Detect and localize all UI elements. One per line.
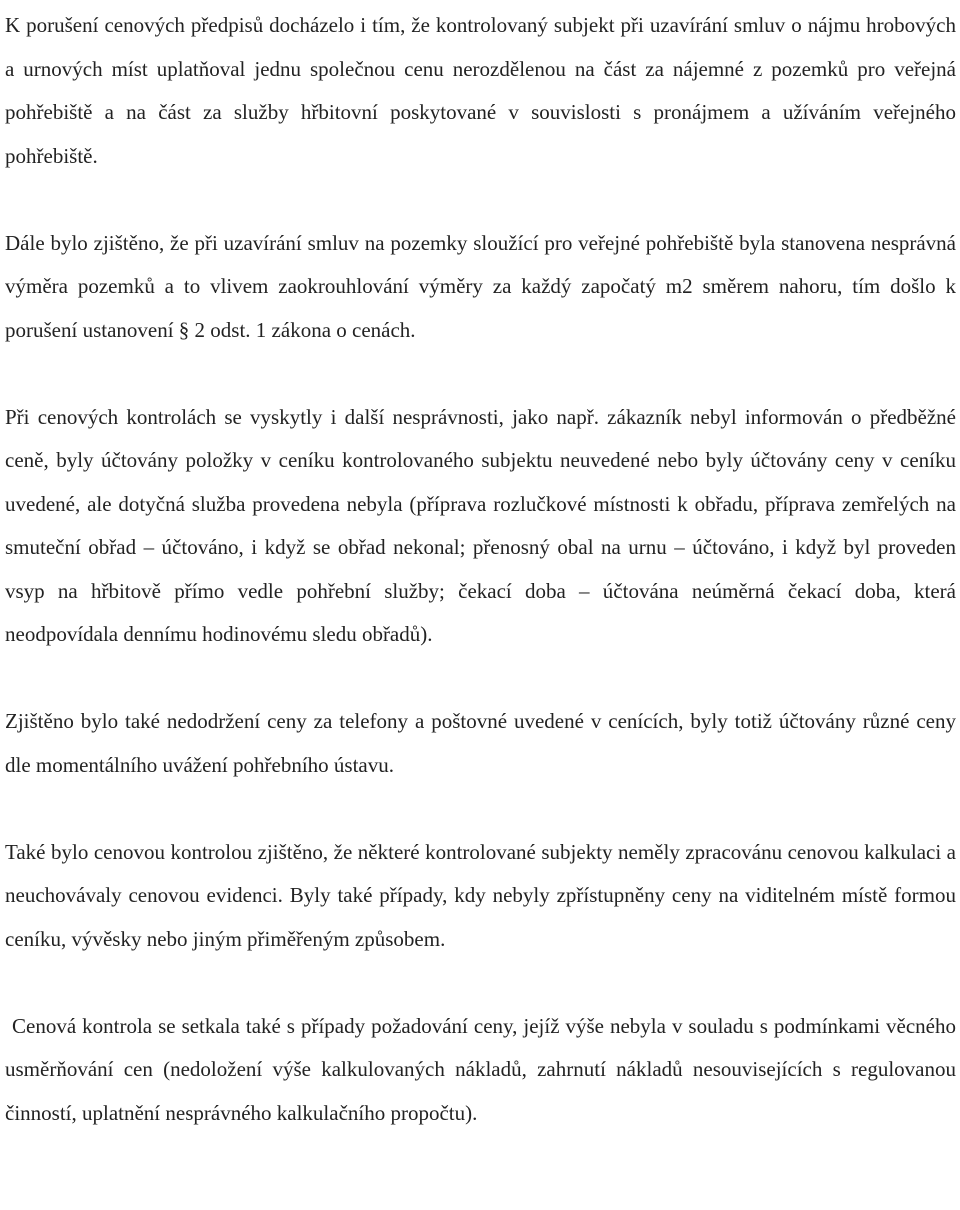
paragraph-calculation: Také bylo cenovou kontrolou zjištěno, že některé kontrolované subjekty neměly zpracovánu cenovou kalkulaci a neuchovávaly cenovou evidenci. Byly také případy, kdy nebyly zpřístupněny ceny na viditelném místě formou ceníku, vývěsky nebo jiným přiměřeným způsobem. xyxy=(5,839,956,951)
paragraph-phone-postage: Zjištěno bylo také nedodržení ceny za telefony a poštovné uvedené v cenících, byly totiž účtovány různé ceny dle momentálního uvážení pohřebního ústavu. xyxy=(5,709,956,777)
paragraph-land-area: Dále bylo zjištěno, že při uzavírání smluv na pozemky sloužící pro veřejné pohřebiště byla stanovena nesprávná výměra pozemků a to vlivem zaokrouhlování výměry za každý započatý m2 směrem nahoru, tím došlo k porušení ustanovení § 2 odst. 1 zákona o cenách. xyxy=(5,230,956,342)
paragraph-other-errors: Při cenových kontrolách se vyskytly i další nesprávnosti, jako např. zákazník nebyl informován o předběžné ceně, byly účtovány položky v ceníku kontrolovaného subjektu neuvedené nebo byly účtovány ceny v ceníku uvedené, ale dotyčná služba provedena nebyla (příprava rozlučkové místnosti k obřadu, příprava zemřelých na smuteční obřad – účtováno, i když se obřad nekonal; přenosný obal na urnu – účtováno, i když byl proveden vsyp na hřbitově přímo vedle pohřební služby; čekací doba – účtována neúměrná čekací doba, která neodpovídala dennímu hodinovému sledu obřadů). xyxy=(5,404,956,646)
document-page xyxy=(5,4,956,1135)
paragraph-price-split: K porušení cenových předpisů docházelo i tím, že kontrolovaný subjekt při uzavírání smluv o nájmu hrobových a urnových míst uplatňoval jednu společnou cenu nerozdělenou na část za nájemné z pozemků pro veřejná pohřebiště a na část za služby hřbitovní poskytované v souvislosti s pronájmem a užíváním veřejného pohřebiště. xyxy=(5,13,956,168)
paragraph-regulation: Cenová kontrola se setkala také s případy požadování ceny, jejíž výše nebyla v souladu s podmínkami věcného usměrňování cen (nedoložení výše kalkulovaných nákladů, zahrnutí nákladů nesouvisejících s regulovanou činností, uplatnění nesprávného kalkulačního propočtu). xyxy=(5,1013,956,1125)
